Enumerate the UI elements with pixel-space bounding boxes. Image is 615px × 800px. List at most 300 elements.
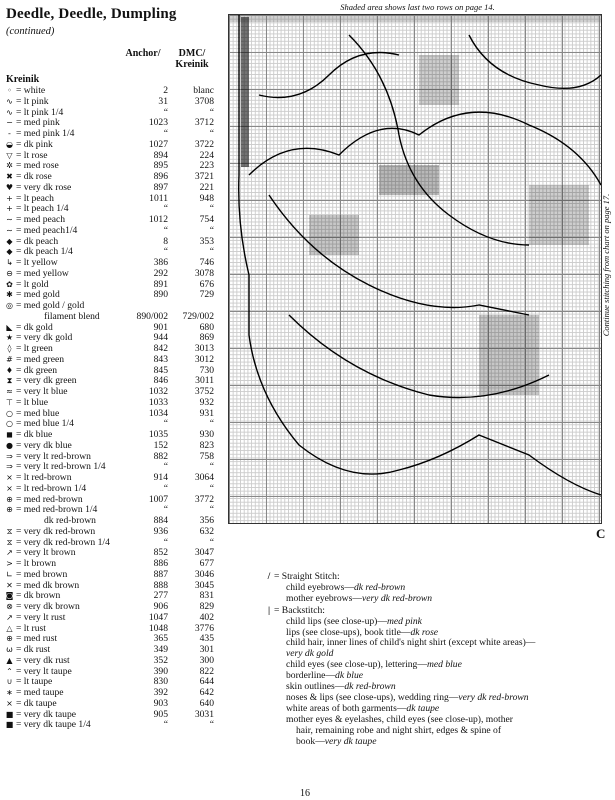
straight-stitch-heading: = Straight Stitch: xyxy=(274,571,340,582)
legend-label: = dk gold xyxy=(16,321,53,333)
legend-symbol-icon: ▽ xyxy=(6,150,13,160)
legend-symbol-icon: ∼ xyxy=(6,225,13,235)
anchor-number: 390 xyxy=(153,665,168,677)
legend-row xyxy=(4,140,216,151)
anchor-number: 914 xyxy=(153,472,168,483)
legend-symbol-icon: ⊕ xyxy=(6,494,13,504)
dmc-number: 3013 xyxy=(194,343,214,354)
straight-stitch-line xyxy=(286,594,602,605)
legend-symbol-icon: ◊ xyxy=(7,344,12,353)
anchor-number: 884 xyxy=(153,515,168,526)
dmc-number: 3064 xyxy=(194,472,214,483)
dmc-number: “ xyxy=(209,128,214,139)
legend-label: = med gold xyxy=(16,289,60,301)
legend-symbol-icon: ◆ xyxy=(6,236,13,246)
dmc-number: 746 xyxy=(199,257,214,268)
backstitch-line xyxy=(296,737,602,748)
legend-symbol-icon: ○ xyxy=(6,419,13,429)
dmc-number: 729/002 xyxy=(182,310,214,322)
instruction-text: book— xyxy=(296,735,325,747)
legend-label: = white xyxy=(16,85,46,96)
dmc-number: 822 xyxy=(199,665,214,677)
legend-label: = lt red-brown 1/4 xyxy=(16,482,87,494)
anchor-number: 936 xyxy=(153,525,168,537)
column-header-dmc-line2: Kreinik xyxy=(175,59,209,70)
column-header-dmc-line1: DMC/ xyxy=(178,48,206,59)
legend-label: filament blend xyxy=(44,310,100,322)
thread-color: dk blue xyxy=(335,670,364,682)
legend-label: = med red-brown 1/4 xyxy=(16,504,98,516)
legend-label: = very lt red-brown 1/4 xyxy=(16,461,106,473)
dmc-number: 3722 xyxy=(194,138,214,150)
thread-color: dk red-brown xyxy=(353,581,406,593)
stitch-block xyxy=(309,215,359,255)
dmc-number: 729 xyxy=(199,289,214,301)
legend-label: = lt red-brown xyxy=(16,472,72,483)
anchor-number: “ xyxy=(163,106,168,118)
instruction-text: skin outlines— xyxy=(286,681,345,693)
dmc-number: 3046 xyxy=(194,568,214,580)
legend-label: = med dk brown xyxy=(16,579,80,591)
legend-label: = very lt taupe xyxy=(16,665,72,677)
legend-label: = very dk brown xyxy=(16,601,80,612)
legend-row xyxy=(4,484,216,495)
legend-symbol-icon: ◼ xyxy=(6,430,13,439)
dmc-number: 435 xyxy=(199,633,214,645)
legend-label: = lt gold xyxy=(16,278,49,290)
dmc-number: 930 xyxy=(199,429,214,440)
legend-label: = dk rust xyxy=(16,644,51,655)
legend-symbol-icon: × xyxy=(6,473,13,482)
instruction-text: child lips (see close-up)— xyxy=(286,615,387,627)
legend-label: = very lt brown xyxy=(16,547,76,559)
dmc-number: 402 xyxy=(199,611,214,623)
anchor-number: 349 xyxy=(153,644,168,655)
stitch-instructions xyxy=(262,572,602,749)
dmc-number: 301 xyxy=(199,644,214,655)
legend-label: = very lt rust xyxy=(16,611,66,623)
anchor-number: “ xyxy=(163,224,168,236)
legend-label: = dk rose xyxy=(16,171,52,182)
legend-row xyxy=(4,269,216,280)
anchor-number: 944 xyxy=(153,332,168,344)
legend-symbol-icon: ω xyxy=(6,645,13,654)
legend-symbol-icon: ∼ xyxy=(6,215,13,224)
anchor-number: 895 xyxy=(153,160,168,172)
page-number: 16 xyxy=(300,788,310,799)
legend-label: = med taupe xyxy=(16,687,64,698)
color-legend xyxy=(4,86,216,731)
legend-row xyxy=(4,656,216,667)
legend-label: = very dk gold xyxy=(16,332,73,344)
legend-symbol-icon: ✖ xyxy=(6,172,13,181)
legend-label: = very dk taupe 1/4 xyxy=(16,719,91,731)
anchor-number: 292 xyxy=(153,267,168,279)
anchor-number: “ xyxy=(163,246,168,258)
legend-label: dk red-brown xyxy=(44,515,96,526)
legend-label: = dk peach 1/4 xyxy=(16,246,73,258)
legend-label: = lt taupe xyxy=(16,676,53,688)
thread-color: very dk gold xyxy=(286,648,334,660)
anchor-number: 277 xyxy=(153,590,168,602)
figure-outline xyxy=(469,35,601,88)
legend-symbol-icon: × xyxy=(6,483,13,493)
legend-symbol-icon: ⧗ xyxy=(6,376,13,386)
legend-symbol-icon: ⊕ xyxy=(6,634,13,644)
legend-label: = lt pink xyxy=(16,95,49,107)
instruction-text: hair, remaining robe and night shirt, edges & spine of xyxy=(296,724,502,736)
dmc-number: 758 xyxy=(199,450,214,462)
legend-row xyxy=(4,355,216,366)
legend-symbol-icon: ∿ xyxy=(6,107,13,117)
thread-color: very dk red-brown xyxy=(361,592,433,604)
anchor-number: 891 xyxy=(153,278,168,290)
legend-symbol-icon: ✱ xyxy=(6,290,13,300)
dmc-number: “ xyxy=(209,461,214,473)
legend-symbol-icon: ⧖ xyxy=(6,537,13,547)
chart-pattern xyxy=(229,15,601,523)
anchor-number: 1007 xyxy=(148,493,168,505)
instruction-text: white areas of both garments— xyxy=(286,702,407,714)
straight-stitch-block xyxy=(262,572,602,605)
legend-symbol-icon: ⧖ xyxy=(6,526,13,536)
anchor-number: 1034 xyxy=(148,407,168,419)
dmc-number: blanc xyxy=(193,85,214,96)
anchor-number: 1033 xyxy=(148,396,168,408)
dmc-number: “ xyxy=(209,719,214,731)
anchor-number: “ xyxy=(163,203,168,215)
anchor-number: “ xyxy=(163,128,168,139)
legend-symbol-icon: ○ xyxy=(6,408,13,418)
legend-symbol-icon: ∟ xyxy=(6,569,13,579)
dmc-number: 823 xyxy=(199,439,214,451)
dmc-number: 356 xyxy=(199,515,214,526)
anchor-number: 846 xyxy=(153,375,168,387)
anchor-number: 1048 xyxy=(148,622,168,634)
dmc-number: “ xyxy=(209,418,214,430)
instruction-text: child eyes (see close-up), lettering— xyxy=(286,659,427,671)
anchor-number: 386 xyxy=(153,257,168,268)
legend-symbol-icon: + xyxy=(6,204,13,214)
anchor-number: 901 xyxy=(153,321,168,333)
legend-row xyxy=(4,97,216,108)
legend-symbol-icon: △ xyxy=(6,623,13,633)
dmc-number: 831 xyxy=(199,590,214,602)
legend-symbol-icon: ∗ xyxy=(6,688,13,697)
dmc-number: 224 xyxy=(199,149,214,161)
anchor-number: 830 xyxy=(153,676,168,688)
anchor-number: 882 xyxy=(153,450,168,462)
legend-label: = med yellow xyxy=(16,267,69,279)
anchor-number: 906 xyxy=(153,601,168,612)
dmc-number: 3721 xyxy=(194,171,214,182)
anchor-number: “ xyxy=(163,719,168,731)
legend-label: = dk green xyxy=(16,364,58,376)
thread-color: dk red-brown xyxy=(344,681,396,693)
dmc-number: 3752 xyxy=(194,386,214,397)
anchor-number: 888 xyxy=(153,579,168,591)
stitch-block xyxy=(479,315,539,395)
legend-label: = med pink 1/4 xyxy=(16,128,75,139)
legend-row xyxy=(4,527,216,538)
anchor-number: 894 xyxy=(153,149,168,161)
thread-color: dk taupe xyxy=(406,702,440,714)
page-subtitle: (continued) xyxy=(6,26,55,37)
dmc-number: 3078 xyxy=(194,267,214,279)
thread-color: dk rose xyxy=(410,626,439,638)
instruction-text: mother eyebrows— xyxy=(286,592,362,604)
legend-label: = very dk rust xyxy=(16,654,70,666)
legend-row xyxy=(4,720,216,731)
dmc-number: 680 xyxy=(199,321,214,333)
legend-symbol-icon: ◆ xyxy=(6,247,13,257)
legend-symbol-icon: ◒ xyxy=(6,139,13,149)
legend-label: = lt brown xyxy=(16,558,57,569)
legend-symbol-icon: ✕ xyxy=(6,580,13,590)
dmc-number: 640 xyxy=(199,697,214,709)
dmc-number: 3045 xyxy=(194,579,214,591)
dmc-number: “ xyxy=(209,482,214,494)
legend-label: = dk blue xyxy=(16,429,53,440)
dmc-number: 3712 xyxy=(194,117,214,129)
legend-label: = med rose xyxy=(16,160,59,172)
legend-label: = very lt blue xyxy=(16,386,68,397)
dmc-number: 948 xyxy=(199,192,214,204)
anchor-number: 896 xyxy=(153,171,168,182)
legend-symbol-icon: ⊖ xyxy=(6,268,13,278)
legend-symbol-icon: ⨯ xyxy=(6,698,13,708)
dmc-number: 677 xyxy=(199,558,214,569)
legend-row xyxy=(4,226,216,237)
dmc-number: “ xyxy=(209,536,214,548)
legend-label: = med brown xyxy=(16,568,68,580)
thread-color: very dk taupe xyxy=(324,735,377,747)
legend-symbol-icon: > xyxy=(6,559,13,568)
anchor-number: 352 xyxy=(153,654,168,666)
anchor-number: 1035 xyxy=(148,429,168,440)
dmc-number: 3011 xyxy=(195,375,214,387)
legend-symbol-icon: - xyxy=(8,129,11,138)
column-header-anchor: Anchor/ xyxy=(125,48,161,59)
instruction-text: borderline— xyxy=(286,670,336,682)
legend-symbol-icon: ♦ xyxy=(5,365,14,375)
dmc-number: 3012 xyxy=(194,353,214,365)
anchor-number: 1032 xyxy=(148,386,168,397)
anchor-number: 1012 xyxy=(148,214,168,225)
dmc-number: “ xyxy=(209,203,214,215)
dmc-number: “ xyxy=(209,504,214,516)
legend-label: = very dk taupe xyxy=(16,708,77,720)
legend-label: = med blue 1/4 xyxy=(16,418,74,430)
legend-label: = lt pink 1/4 xyxy=(16,106,64,118)
dmc-number: 931 xyxy=(199,407,214,419)
legend-symbol-icon: ↗ xyxy=(6,548,13,558)
legend-symbol-icon: ⌃ xyxy=(6,666,13,676)
anchor-number: “ xyxy=(163,536,168,548)
legend-symbol-icon: ● xyxy=(6,440,13,450)
column-header-dmc xyxy=(168,48,216,70)
cross-stitch-chart xyxy=(228,14,602,524)
anchor-number: 887 xyxy=(153,568,168,580)
legend-symbol-icon: ◙ xyxy=(5,591,14,601)
legend-label: = med green xyxy=(16,353,65,365)
legend-row xyxy=(4,183,216,194)
legend-symbol-icon: ◦ xyxy=(7,86,12,95)
thread-color: very dk red-brown xyxy=(458,691,529,703)
anchor-number: 8 xyxy=(163,235,168,247)
legend-label: = very dk red-brown 1/4 xyxy=(16,536,110,548)
figure-outline xyxy=(259,53,399,98)
legend-symbol-icon: ★ xyxy=(5,333,14,343)
legend-label: = med rust xyxy=(16,633,58,645)
anchor-number: 886 xyxy=(153,558,168,569)
anchor-number: “ xyxy=(163,482,168,494)
dmc-number: 730 xyxy=(199,364,214,376)
legend-label: = very dk red-brown xyxy=(16,525,96,537)
legend-label: = lt peach 1/4 xyxy=(16,203,69,215)
dmc-number: 754 xyxy=(199,214,214,225)
legend-label: = very dk rose xyxy=(16,181,72,193)
legend-label: = very lt red-brown xyxy=(16,450,91,462)
anchor-number: 852 xyxy=(153,547,168,559)
legend-symbol-icon: ⊗ xyxy=(6,602,13,611)
legend-label: = dk taupe xyxy=(16,697,57,709)
legend-label: = med pink xyxy=(16,117,60,129)
dmc-number: 300 xyxy=(199,654,214,666)
anchor-number: 842 xyxy=(153,343,168,354)
legend-symbol-icon: # xyxy=(6,354,13,364)
stitch-block xyxy=(379,165,439,195)
legend-row xyxy=(4,699,216,710)
figure-outline xyxy=(269,195,529,315)
dmc-number: 221 xyxy=(199,181,214,193)
legend-row xyxy=(4,570,216,581)
backstitch-mark-icon: | xyxy=(267,604,271,616)
legend-label: = lt blue xyxy=(16,396,49,408)
anchor-number: “ xyxy=(163,461,168,473)
dmc-number: 644 xyxy=(199,676,214,688)
legend-label: = med peach xyxy=(16,214,66,225)
dmc-number: 932 xyxy=(199,396,214,408)
legend-row xyxy=(4,613,216,624)
legend-label: = very dk blue xyxy=(16,439,72,451)
legend-label: = lt rust xyxy=(16,622,46,634)
anchor-number: 1023 xyxy=(148,117,168,129)
anchor-number: 31 xyxy=(158,95,168,107)
legend-row xyxy=(4,312,216,323)
anchor-number: 2 xyxy=(163,85,168,96)
legend-label: = med peach1/4 xyxy=(16,224,78,236)
legend-symbol-icon: ■ xyxy=(5,709,14,719)
legend-symbol-icon: ◎ xyxy=(6,301,13,310)
instruction-text: child eyebrows— xyxy=(286,581,354,593)
anchor-number: “ xyxy=(163,504,168,516)
instruction-text: lips (see close-ups), book title— xyxy=(286,626,411,638)
dmc-number: 869 xyxy=(199,332,214,344)
dmc-number: “ xyxy=(209,106,214,118)
anchor-number: 365 xyxy=(153,633,168,645)
legend-symbol-icon: − xyxy=(6,118,13,128)
legend-label: = lt peach xyxy=(16,192,54,204)
legend-label: = med gold / gold xyxy=(16,300,85,311)
legend-symbol-icon: ↳ xyxy=(6,258,13,267)
straight-stitch-mark-icon: / xyxy=(267,571,271,582)
backstitch-block xyxy=(262,606,602,748)
dmc-number: 223 xyxy=(199,160,214,172)
legend-label: = lt green xyxy=(16,343,53,354)
dmc-number: 3047 xyxy=(194,547,214,559)
legend-row xyxy=(4,398,216,409)
anchor-number: 843 xyxy=(153,353,168,365)
anchor-number: “ xyxy=(163,418,168,430)
instruction-text: mother eyes & eyelashes, child eyes (see close-up), mother xyxy=(286,713,513,725)
legend-label: = very dk green xyxy=(16,375,77,387)
dmc-number: 3031 xyxy=(194,708,214,720)
anchor-number: 392 xyxy=(153,687,168,698)
backstitch-heading: = Backstitch: xyxy=(274,604,325,616)
legend-row xyxy=(4,441,216,452)
anchor-number: 890 xyxy=(153,289,168,301)
page-title: Deedle, Deedle, Dumpling xyxy=(6,6,177,22)
dmc-number: 3776 xyxy=(194,622,214,634)
instruction-text: noses & lips (see close-ups), wedding ring— xyxy=(286,691,459,703)
side-note xyxy=(596,120,610,420)
anchor-number: 903 xyxy=(153,697,168,709)
legend-section-kreinik: Kreinik xyxy=(6,74,40,85)
dmc-number: 3708 xyxy=(194,95,214,107)
anchor-number: 152 xyxy=(153,439,168,451)
dmc-number: 642 xyxy=(199,687,214,698)
legend-row xyxy=(4,505,216,516)
legend-label: = dk brown xyxy=(16,590,61,602)
legend-symbol-icon: ✲ xyxy=(6,161,13,171)
legend-symbol-icon: + xyxy=(6,193,13,203)
legend-symbol-icon: ∿ xyxy=(6,96,13,106)
dmc-number: 829 xyxy=(199,601,214,612)
dmc-number: 632 xyxy=(199,525,214,537)
thread-color: med blue xyxy=(426,659,462,671)
legend-symbol-icon: ⇒ xyxy=(6,462,13,472)
anchor-number: 897 xyxy=(153,181,168,193)
legend-label: = lt yellow xyxy=(16,257,58,268)
legend-label: = med red-brown xyxy=(16,493,83,505)
legend-label: = med blue xyxy=(16,407,60,419)
dmc-number: 3772 xyxy=(194,493,214,505)
chart-top-note: Shaded area shows last two rows on page 14. xyxy=(340,2,495,12)
chart-letter: C xyxy=(596,526,606,541)
legend-symbol-icon: ▲ xyxy=(6,655,13,665)
legend-symbol-icon: ♥ xyxy=(5,182,14,192)
side-note-text: Continue stitching from chart on page 17. xyxy=(601,193,611,337)
stitch-block xyxy=(529,185,589,245)
dmc-number: “ xyxy=(209,246,214,258)
stitch-block xyxy=(241,17,249,167)
anchor-number: 890/002 xyxy=(136,310,168,322)
legend-symbol-icon: ⇒ xyxy=(6,451,13,461)
anchor-number: 905 xyxy=(153,708,168,720)
anchor-number: 845 xyxy=(153,364,168,376)
legend-symbol-icon: ◣ xyxy=(6,322,13,332)
legend-symbol-icon: ✿ xyxy=(6,279,13,289)
legend-symbol-icon: ⊤ xyxy=(6,397,13,407)
anchor-number: 1047 xyxy=(148,611,168,623)
stitch-block xyxy=(419,55,459,105)
legend-label: = dk pink xyxy=(16,138,53,150)
anchor-number: 1027 xyxy=(148,138,168,150)
instruction-text: child hair, inner lines of child's night shirt (except white areas)— xyxy=(286,637,536,649)
legend-label: = lt rose xyxy=(16,149,48,161)
dmc-number: 353 xyxy=(199,235,214,247)
